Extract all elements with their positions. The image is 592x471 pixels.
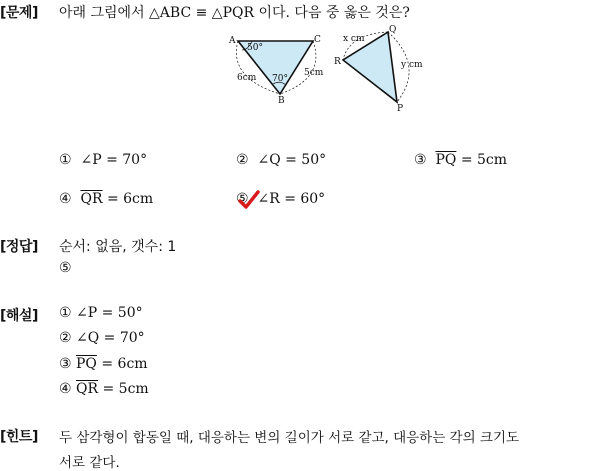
explanation-line-2: ② ∠Q = 70° (59, 330, 145, 346)
explanation-line-3: ③ $\overline{PQ} = 6cm$ (59, 356, 148, 372)
vertex-q-label: Q (389, 25, 397, 35)
side-bc-label: 5cm (304, 68, 324, 78)
side-ab-label: 6cm (237, 73, 257, 83)
choice-1[interactable]: ① ∠P = 70° (59, 152, 148, 168)
triangle-abc-figure (228, 28, 328, 106)
answer-line-2: ⑤ (59, 260, 72, 276)
hint-tag: [힌트] (0, 429, 38, 445)
choice-3[interactable]: ③ $\overline{PQ} = 5cm$ (414, 152, 508, 168)
hint-line-1: 두 삼각형이 합동일 때, 대응하는 변의 길이가 서로 같고, 대응하는 각의 크기도 (59, 430, 520, 446)
answer-line-1: 순서: 없음, 갯수: 1 (59, 239, 177, 255)
explanation-line-4: ④ $\overline{QR} = 5cm$ (59, 381, 149, 397)
vertex-r-label: R (334, 57, 341, 67)
triangle-pqr-figure (333, 22, 427, 114)
vertex-b-label: B (278, 96, 285, 106)
hint-line-2: 서로 같다. (59, 455, 120, 471)
vertex-a-label: A (229, 36, 236, 46)
choice-4[interactable]: ④ $\overline{QR} = 6cm$ (59, 191, 154, 207)
side-qr-label: x cm (343, 34, 365, 44)
side-pq-label: y cm (401, 60, 423, 70)
angle-a-label: 50° (247, 43, 263, 53)
explanation-line-1: ① ∠P = 50° (59, 305, 143, 321)
answer-check-icon (238, 190, 260, 210)
choice-2[interactable]: ② ∠Q = 50° (236, 152, 327, 168)
problem-tag: [문제] (0, 5, 38, 21)
angle-b-label: 70° (272, 74, 288, 84)
vertex-p-label: P (397, 104, 404, 114)
choice-5[interactable]: ⑤ ∠R = 60° (236, 191, 326, 207)
answer-tag: [정답] (0, 239, 38, 255)
question-text: 아래 그림에서 △ABC ≡ △PQR 이다. 다음 중 옳은 것은? (59, 5, 410, 21)
vertex-c-label: C (314, 35, 321, 45)
explanation-tag: [해설] (0, 308, 38, 324)
